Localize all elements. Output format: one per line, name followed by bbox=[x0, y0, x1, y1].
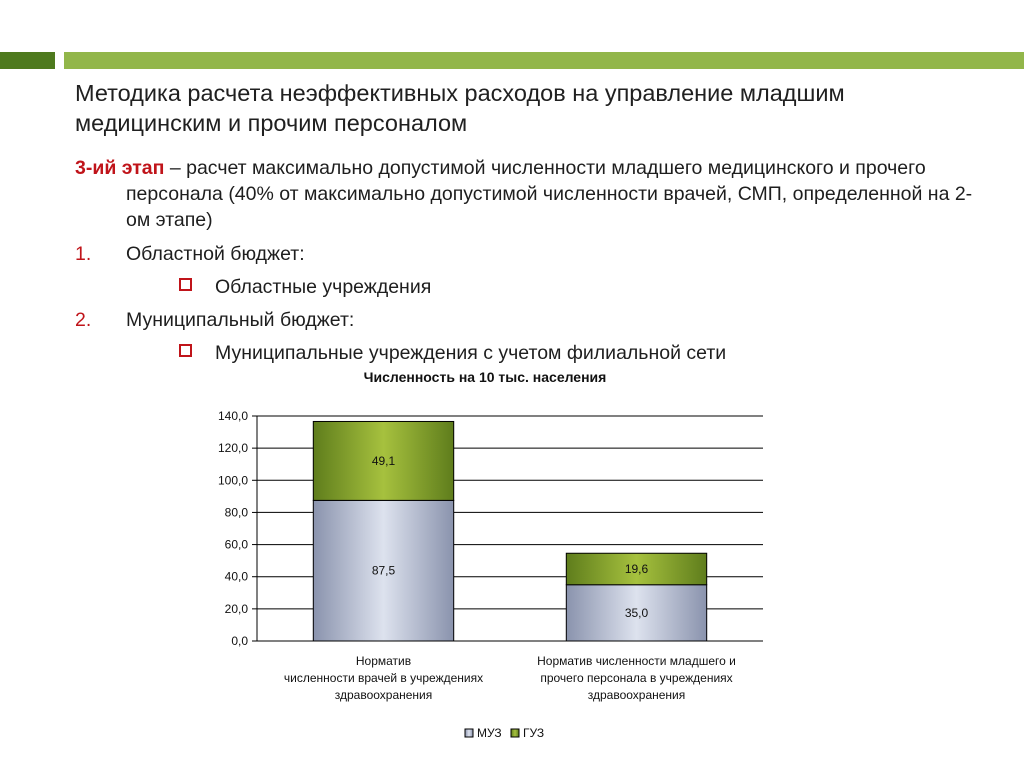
sub-label: Областные учреждения bbox=[215, 276, 432, 298]
x-category-label: Норматив численности младшего и bbox=[537, 654, 736, 668]
x-category-label: прочего персонала в учреждениях bbox=[540, 671, 733, 685]
list-number: 2. bbox=[75, 309, 92, 331]
legend-swatch bbox=[465, 729, 473, 737]
y-tick-label: 60,0 bbox=[224, 537, 248, 552]
legend-swatch bbox=[511, 729, 519, 737]
sub-label: Муниципальные учреждения с учетом филиальной сети bbox=[215, 342, 727, 364]
list-label: Областной бюджет: bbox=[126, 243, 305, 265]
x-category-label: здравоохранения bbox=[587, 688, 686, 702]
stage-label: 3-ий этап bbox=[75, 157, 165, 179]
data-label: 87,5 bbox=[371, 563, 396, 578]
y-tick-label: 140,0 bbox=[217, 409, 248, 423]
y-tick-label: 80,0 bbox=[224, 505, 248, 520]
y-tick-label: 0,0 bbox=[231, 634, 248, 648]
legend-label: ГУЗ bbox=[523, 726, 545, 740]
x-category-label: здравоохранения bbox=[334, 688, 433, 702]
slide-title: Методика расчета неэффективных расходов на управление младшим медицинским и прочим персоналом bbox=[75, 80, 845, 136]
x-category-label: численности врачей в учреждениях bbox=[283, 671, 484, 685]
y-tick-label: 20,0 bbox=[224, 601, 248, 616]
list-number: 1. bbox=[75, 243, 92, 265]
data-label: 49,1 bbox=[371, 453, 396, 468]
list-label: Муниципальный бюджет: bbox=[126, 309, 355, 331]
stage-text: – расчет максимально допустимой численности младшего медицинского и прочего персонала (40% от максимально допустимой численности врачей, СМП, определенной на 2-ом этапе) bbox=[126, 157, 973, 231]
y-tick-label: 100,0 bbox=[217, 473, 248, 488]
y-tick-label: 120,0 bbox=[217, 441, 248, 456]
chart-title: Численность на 10 тыс. населения bbox=[363, 369, 607, 385]
y-tick-label: 40,0 bbox=[224, 569, 248, 584]
data-label: 19,6 bbox=[624, 562, 649, 576]
x-category-label: Норматив bbox=[355, 654, 412, 668]
legend-label: МУЗ bbox=[477, 726, 502, 740]
data-label: 35,0 bbox=[624, 605, 649, 620]
